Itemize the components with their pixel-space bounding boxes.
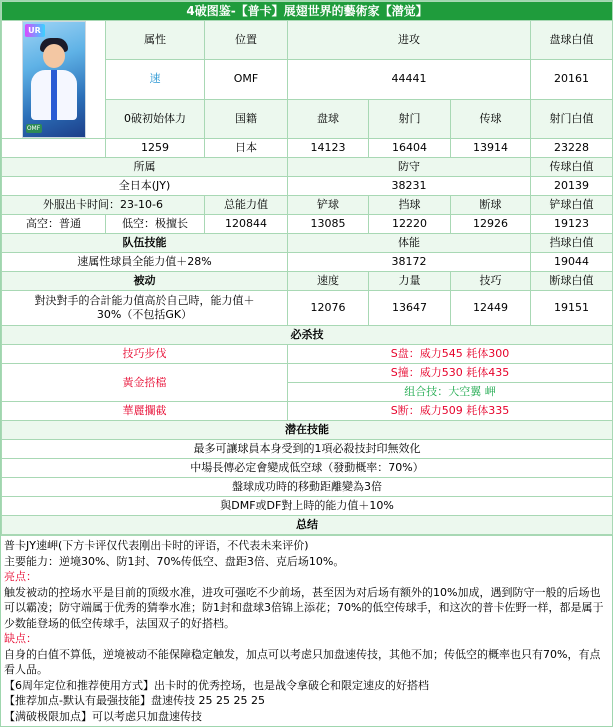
speed-value: 12076 [288,291,369,326]
intercept-label: 断球 [451,196,531,215]
potential-line: 與DMF或DF對上時的能力值＋10% [2,497,613,516]
nation-value: 日本 [205,139,288,158]
combo-move-partner: 组合技：大空翼 岬 [288,383,613,402]
attack-value: 44441 [288,60,531,99]
dribble-label: 盘球 [288,99,369,138]
team-skill-label: 队伍技能 [2,234,288,253]
stamina-stat-label: 体能 [288,234,531,253]
tackle-value: 13085 [288,215,369,234]
special-moves-header: 必杀技 [2,326,613,345]
passive-text-line2: 30%（不包括GK） [96,308,193,321]
special-move-name: 華麗攔截 [2,402,288,421]
technique-value: 12449 [451,291,531,326]
shoot-white-value: 23228 [531,139,613,158]
potential-line: 最多可讓球員本身受到的1項必殺技封印無效化 [2,440,613,459]
tip-recommended-points: 【推荐加点-默认有最强技能】盘速传技 25 25 25 25 [4,694,265,707]
block-white-label: 挡球白值 [531,234,613,253]
nation-label: 国籍 [205,99,288,138]
page-title: 4破图鉴-【普卡】展翅世界的藝術家【潜觉】 [2,2,613,21]
shoot-value: 16404 [369,139,451,158]
pass-white-label: 传球白值 [531,158,613,177]
attack-label: 进攻 [288,21,531,60]
special-move-detail: S盘：威力545 耗体300 [288,345,613,364]
summary-main-abilities: 主要能力：逆境30%、防1封、70%传低空、盘距3倍、克后场10%。 [4,554,345,568]
tackle-white-label: 铲球白值 [531,196,613,215]
low-ball-rating: 低空：极擅长 [106,215,205,234]
ur-rarity-icon: UR [25,24,45,37]
total-value: 120844 [205,215,288,234]
special-move-name: 技巧步伐 [2,345,288,364]
pass-label: 传球 [451,99,531,138]
passive-label: 被动 [2,272,288,291]
total-label: 总能力值 [205,196,288,215]
portrait-spacer [2,139,106,158]
attr-value: 速 [106,60,205,99]
tip-positioning: 【6周年定位和推荐使用方式】出卡时的优秀控场，也是战令拿破仑和限定速皮的好搭档 [4,678,429,692]
summary-intro: 普卡JY速岬(下方卡评仅代表刚出卡时的评语，不代表未来评价) [4,539,309,552]
potential-line: 中場長傳必定會變成低空球（發動概率：70%） [2,459,613,478]
speed-label: 速度 [288,272,369,291]
intercept-value: 12926 [451,215,531,234]
stats-table [1,1,613,535]
tackle-white-value: 19123 [531,215,613,234]
dribble-value: 14123 [288,139,369,158]
power-value: 13647 [369,291,451,326]
dribble-white-value: 20161 [531,60,613,99]
tip-max-points: 【满破极限加点】可以考虑只加盘速传技 [4,709,202,723]
pros-label: 亮点： [4,570,37,583]
pros-text: 触发被动的控场水平是目前的顶级水准，进攻可强吃不少前场，甚至因为对后场有额外的10%加成，遇到防守一般的后场也可以霸凌；防守端属于优秀的猜拳水准；防1封和盘球3倍锦上添花；70%的低空传球手，和这次的普卡佐野一样，都是属于少数能登场的低空传球手，法国双子的好搭档。 [4,585,604,630]
intercept-white-label: 断球白值 [531,272,613,291]
omf-position-badge: OMF [26,125,41,132]
special-move-detail: S断：威力509 耗体335 [288,402,613,421]
cons-label: 缺点： [4,632,37,645]
pass-value: 13914 [451,139,531,158]
defense-label: 防守 [288,158,531,177]
high-ball-rating: 高空：普通 [2,215,106,234]
pos-label: 位置 [205,21,288,60]
pos-value: OMF [205,60,288,99]
block-value: 12220 [369,215,451,234]
shoot-white-label: 射门白值 [531,99,613,138]
power-label: 力量 [369,272,451,291]
attr-label: 属性 [106,21,205,60]
summary-section [1,535,612,726]
team-value: 全日本(JY) [2,177,288,196]
team-label: 所属 [2,158,288,177]
block-white-value: 19044 [531,253,613,272]
shoot-label: 射门 [369,99,451,138]
overseas-release-date: 外服出卡时间：23-10-6 [2,196,205,215]
team-skill-text: 速属性球員全能力值＋28% [2,253,288,272]
dribble-white-label: 盘球白值 [531,21,613,60]
block-label: 挡球 [369,196,451,215]
stamina-stat-value: 38172 [288,253,531,272]
potential-line: 盤球成功時的移動距離變為3倍 [2,478,613,497]
special-move-detail: S撞：威力530 耗体435 [288,364,613,383]
stamina-value: 1259 [106,139,205,158]
card-portrait[interactable] [2,21,106,139]
intercept-white-value: 19151 [531,291,613,326]
tackle-label: 铲球 [288,196,369,215]
summary-header: 总结 [2,516,613,535]
technique-label: 技巧 [451,272,531,291]
pass-white-value: 20139 [531,177,613,196]
stamina-label: 0破初始体力 [106,99,205,138]
special-move-name: 黃金搭檔 [2,364,288,402]
passive-text [2,291,288,326]
cons-text: 自身的白值不算低，逆境被动不能保障稳定触发，加点可以考虑只加盘速传技，其他不加；传低空的概率也只有70%，有点看人品。 [4,647,601,676]
potential-header: 潜在技能 [2,421,613,440]
passive-text-line1: 對決對手的合計能力值高於自己時，能力值＋ [34,294,255,307]
defense-value: 38231 [288,177,531,196]
